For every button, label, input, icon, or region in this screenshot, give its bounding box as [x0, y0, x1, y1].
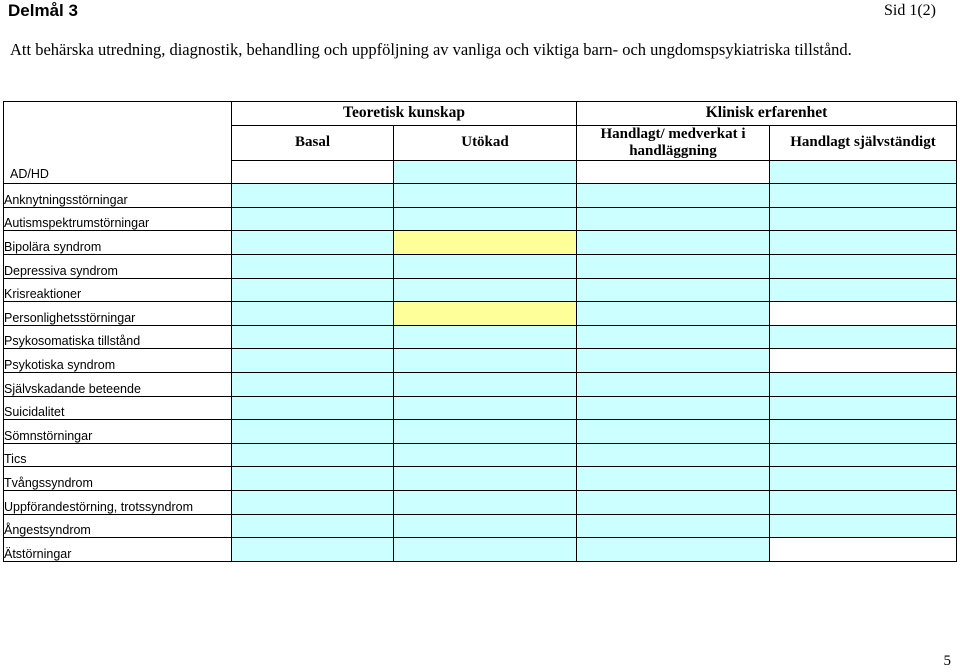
area-label: Bipolära syndrom — [4, 231, 232, 255]
grid-cell[interactable] — [770, 302, 957, 326]
grid-cell[interactable] — [577, 349, 770, 373]
table-row — [4, 420, 957, 444]
grid-cell[interactable] — [577, 254, 770, 278]
grid-cell[interactable] — [770, 490, 957, 514]
table-row — [4, 302, 957, 326]
area-label: Uppförandestörning, trotssyndrom — [4, 490, 232, 514]
grid-cell[interactable] — [394, 514, 577, 538]
table-row — [4, 231, 957, 255]
area-label: Psykotiska syndrom — [4, 349, 232, 373]
area-label: Tics — [4, 443, 232, 467]
grid-cell[interactable] — [394, 443, 577, 467]
grid-cell[interactable] — [577, 538, 770, 562]
column-header-handlagt-medverkat: Handlagt/ medverkat i handläggning — [577, 125, 770, 160]
grid-cell[interactable] — [232, 538, 394, 562]
area-label-cell — [4, 102, 232, 184]
grid-cell[interactable] — [577, 302, 770, 326]
page-number: 5 — [943, 653, 951, 669]
area-label: Anknytningsstörningar — [4, 184, 232, 208]
grid-cell[interactable] — [577, 467, 770, 491]
grid-cell[interactable] — [232, 278, 394, 302]
grid-cell[interactable] — [577, 325, 770, 349]
table-row — [4, 184, 957, 208]
grid-cell[interactable] — [394, 278, 577, 302]
table-row — [4, 396, 957, 420]
grid-cell[interactable] — [770, 514, 957, 538]
table-row — [4, 325, 957, 349]
area-label: Psykosomatiska tillstånd — [4, 325, 232, 349]
group-header-clinical: Klinisk erfarenhet — [577, 102, 957, 126]
grid-cell[interactable] — [232, 349, 394, 373]
grid-cell[interactable] — [232, 420, 394, 444]
table-row — [4, 349, 957, 373]
grid-cell[interactable] — [577, 396, 770, 420]
area-label: Tvångssyndrom — [4, 467, 232, 491]
goal-description: Att behärska utredning, diagnostik, behandling och uppföljning av vanliga och viktiga barn- och ungdomspsykiatriska tillstånd. — [10, 40, 852, 59]
grid-cell[interactable] — [577, 514, 770, 538]
grid-cell[interactable] — [394, 184, 577, 208]
grid-cell[interactable] — [394, 467, 577, 491]
grid-cell[interactable] — [394, 396, 577, 420]
grid-cell[interactable] — [394, 490, 577, 514]
page-indicator: Sid 1(2) — [884, 2, 936, 19]
grid-cell[interactable] — [232, 160, 394, 184]
grid-cell[interactable] — [770, 396, 957, 420]
table-row — [4, 490, 957, 514]
grid-cell[interactable] — [394, 420, 577, 444]
area-label: Suicidalitet — [4, 396, 232, 420]
grid-cell[interactable] — [232, 254, 394, 278]
grid-cell[interactable] — [394, 160, 577, 184]
grid-cell[interactable] — [394, 325, 577, 349]
grid-cell[interactable] — [577, 490, 770, 514]
table-row — [4, 538, 957, 562]
grid-cell[interactable] — [394, 231, 577, 255]
table-header — [4, 102, 957, 184]
document-title: Delmål 3 — [8, 1, 78, 20]
table-row — [4, 514, 957, 538]
table-body — [4, 184, 957, 562]
grid-cell[interactable] — [770, 325, 957, 349]
area-label: Krisreaktioner — [4, 278, 232, 302]
grid-cell[interactable] — [394, 254, 577, 278]
table-row — [4, 254, 957, 278]
grid-cell[interactable] — [394, 349, 577, 373]
grid-cell[interactable] — [770, 207, 957, 231]
grid-cell[interactable] — [394, 207, 577, 231]
column-header-utokad: Utökad — [394, 125, 577, 160]
area-label: Personlighetsstörningar — [4, 302, 232, 326]
grid-cell[interactable] — [232, 231, 394, 255]
grid-cell[interactable] — [232, 302, 394, 326]
group-header-row — [4, 102, 957, 126]
group-header-theoretical: Teoretisk kunskap — [232, 102, 577, 126]
grid-cell[interactable] — [394, 302, 577, 326]
grid-cell[interactable] — [770, 443, 957, 467]
grid-cell[interactable] — [394, 372, 577, 396]
grid-cell[interactable] — [232, 443, 394, 467]
grid-cell[interactable] — [770, 538, 957, 562]
grid-cell[interactable] — [770, 420, 957, 444]
grid-cell[interactable] — [394, 538, 577, 562]
grid-cell[interactable] — [770, 349, 957, 373]
area-label: Ångestsyndrom — [4, 514, 232, 538]
area-label: Autismspektrumstörningar — [4, 207, 232, 231]
grid-cell[interactable] — [232, 467, 394, 491]
grid-cell[interactable] — [577, 278, 770, 302]
grid-cell[interactable] — [770, 254, 957, 278]
grid-cell[interactable] — [232, 207, 394, 231]
area-label: Sömnstörningar — [4, 420, 232, 444]
grid-cell[interactable] — [770, 372, 957, 396]
assessment-table — [3, 101, 957, 562]
grid-cell[interactable] — [577, 231, 770, 255]
grid-cell[interactable] — [770, 467, 957, 491]
area-label: Självskadande beteende — [4, 372, 232, 396]
grid-cell[interactable] — [577, 184, 770, 208]
grid-cell[interactable] — [577, 160, 770, 184]
grid-cell[interactable] — [232, 325, 394, 349]
column-header-handlagt-sjalvstandigt: Handlagt självständigt — [770, 125, 957, 160]
grid-cell[interactable] — [577, 443, 770, 467]
table-row — [4, 278, 957, 302]
area-label: Ätstörningar — [4, 538, 232, 562]
grid-cell[interactable] — [232, 514, 394, 538]
grid-cell[interactable] — [232, 490, 394, 514]
grid-cell[interactable] — [577, 372, 770, 396]
grid-cell[interactable] — [770, 278, 957, 302]
grid-cell[interactable] — [232, 184, 394, 208]
column-header-basal: Basal — [232, 125, 394, 160]
grid-cell[interactable] — [770, 184, 957, 208]
table-row — [4, 207, 957, 231]
area-label: Depressiva syndrom — [4, 254, 232, 278]
area-label: AD/HD — [10, 167, 49, 182]
table-row — [4, 467, 957, 491]
grid-cell[interactable] — [577, 420, 770, 444]
grid-cell[interactable] — [770, 160, 957, 184]
grid-cell[interactable] — [577, 207, 770, 231]
grid-cell[interactable] — [232, 396, 394, 420]
table-row — [4, 372, 957, 396]
grid-cell[interactable] — [232, 372, 394, 396]
grid-cell[interactable] — [770, 231, 957, 255]
table-row — [4, 443, 957, 467]
